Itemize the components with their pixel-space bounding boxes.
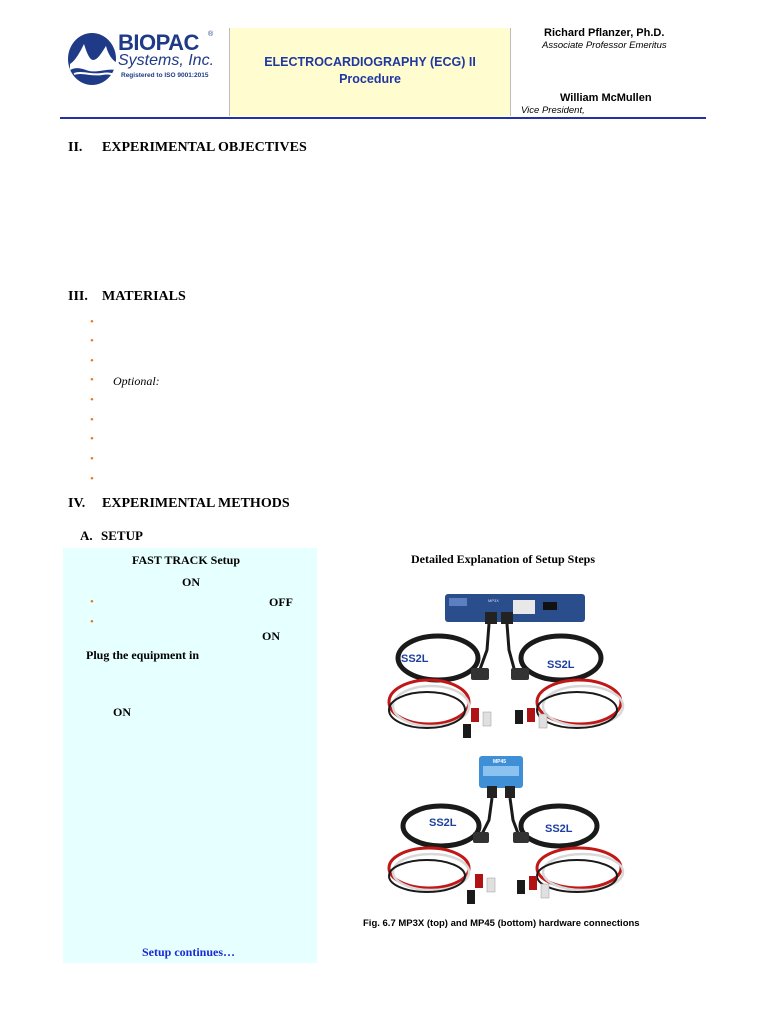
document-title: ELECTROCARDIOGRAPHY (ECG) II [264,55,476,69]
author-1-name: Richard Pflanzer, Ph.D. [544,27,665,39]
mp3x-unit [445,594,585,624]
subsection-setup-title: SETUP [101,528,143,543]
materials-bullet: • [90,355,94,367]
section-materials-title: MATERIALS [102,289,186,304]
document-subtitle: Procedure [339,72,401,86]
section-methods-number: IV. [68,496,86,511]
fast-track-on-1: ON [182,575,200,589]
section-objectives-title: EXPERIMENTAL OBJECTIVES [102,140,307,155]
cable-label: SS2L [545,823,573,835]
subsection-setup-heading [80,528,143,544]
materials-bullet: • [90,414,94,426]
author-1-title: Associate Professor Emeritus [542,40,667,51]
hardware-connections-figure [383,590,633,916]
biopac-logo-icon [66,30,118,88]
logo-brand: BIOPAC [118,30,199,55]
materials-bullet: • [90,453,94,465]
mp45-unit [479,756,523,798]
mp45-label: MP45 [493,759,507,765]
fast-track-bullet: • [90,616,94,628]
section-materials-heading [68,289,186,305]
section-objectives-number: II. [68,140,83,155]
cable-label: SS2L [547,659,575,671]
figure-caption: Fig. 6.7 MP3X (top) and MP45 (bottom) hardware connections [363,918,640,929]
fast-track-panel [63,548,317,963]
logo-tagline: Systems, Inc. [118,52,215,69]
fast-track-on-3: ON [113,705,131,719]
logo-certification: Registered to ISO 9001:2015 [121,72,209,79]
fast-track-bullet: • [90,596,94,608]
materials-bullet: • [90,374,94,386]
fast-track-title: FAST TRACK Setup [132,553,241,567]
materials-bullet: • [90,316,94,328]
cable-label: SS2L [401,653,429,665]
detailed-explanation-heading: Detailed Explanation of Setup Steps [411,552,596,566]
section-methods-title: EXPERIMENTAL METHODS [102,496,290,511]
subsection-setup-letter: A. [80,528,93,543]
fast-track-on-2: ON [262,629,280,643]
setup-continues-link[interactable]: Setup continues… [142,945,236,959]
section-objectives-heading [68,140,307,156]
mp3x-label: MP3X [488,598,499,603]
cable-label: SS2L [429,817,457,829]
materials-bullet: • [90,394,94,406]
header-divider [60,117,706,119]
fast-track-off: OFF [269,595,293,609]
hardware-connections-diagram [383,590,633,916]
biopac-logo [66,30,216,88]
materials-bullet: • [90,473,94,485]
author-2-name: William McMullen [560,92,652,104]
materials-bullet: • [90,433,94,445]
materials-item-optional: Optional: [113,374,160,388]
author-2-title: Vice President, [521,105,585,116]
section-methods-heading [68,496,290,512]
fast-track-plug-in: Plug the equipment in [86,648,200,662]
materials-bullet: • [90,335,94,347]
logo-registered-mark: ® [208,31,214,38]
document-title-box [229,28,511,116]
section-materials-number: III. [68,289,88,304]
